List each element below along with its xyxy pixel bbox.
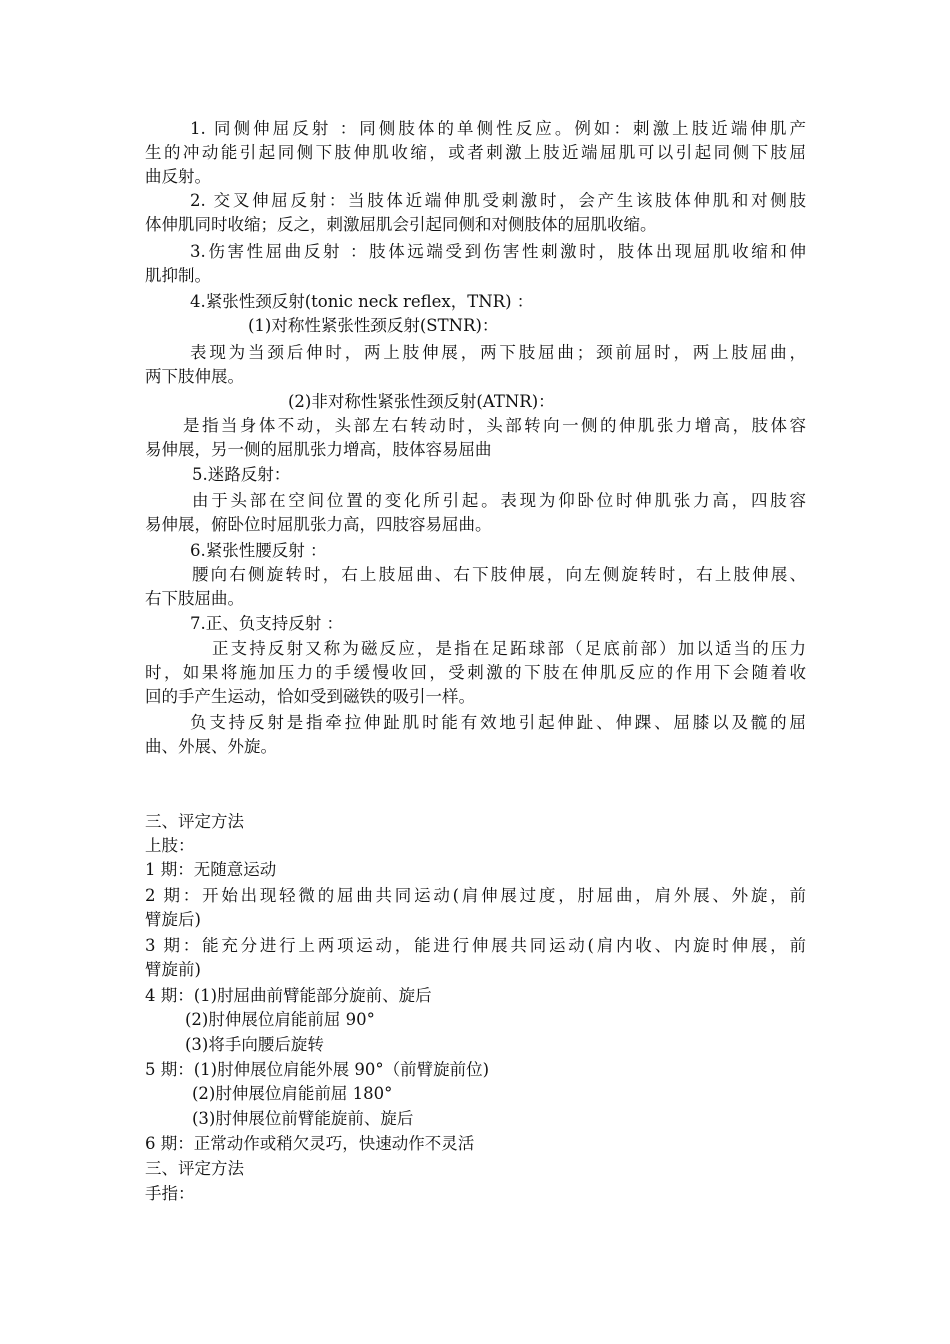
stage-1: 1 期：无随意运动 xyxy=(145,860,277,879)
stage-4-item-2: (2)肘伸展位肩能前屈 90° xyxy=(185,1010,375,1029)
section-title-evaluation: 三、评定方法 xyxy=(145,812,244,831)
stage-5-item-2: (2)肘伸展位肩能前屈 180° xyxy=(192,1084,393,1103)
positive-support-line-2: 时，如果将施加压力的手缓慢收回，受刺激的下肢在伸肌反应的作用下会随着收 xyxy=(145,663,806,682)
reflex-3-line-1: 3.伤害性屈曲反射 ：肢体远端受到伤害性刺激时，肢体出现屈肌收缩和伸 xyxy=(190,242,806,261)
stage-4-item-3: (3)将手向腰后旋转 xyxy=(185,1035,324,1054)
reflex-6-line-1: 腰向右侧旋转时，右上肢屈曲、右下肢伸展，向左侧旋转时，右上肢伸展、 xyxy=(192,565,806,584)
stage-4-item-1: 4 期：(1)肘屈曲前臂能部分旋前、旋后 xyxy=(145,986,432,1005)
reflex-2-line-1: 2. 交叉伸屈反射：当肢体近端伸肌受刺激时，会产生该肢体伸肌和对侧肢 xyxy=(190,191,806,210)
reflex-5-heading: 5.迷路反射： xyxy=(192,465,291,484)
reflex-1-line-3: 曲反射。 xyxy=(145,167,211,186)
reflex-3-line-2: 肌抑制。 xyxy=(145,266,211,285)
stage-5-item-3: (3)肘伸展位前臂能旋前、旋后 xyxy=(192,1109,414,1128)
reflex-6-line-2: 右下肢屈曲。 xyxy=(145,589,244,608)
fingers-label: 手指： xyxy=(145,1184,195,1203)
negative-support-line-1: 负支持反射是指牵拉伸趾肌时能有效地引起伸趾、伸踝、屈膝以及髋的屈 xyxy=(190,713,806,732)
atnr-heading: (2)非对称性紧张性颈反射(ATNR)： xyxy=(288,392,555,411)
stage-3-line-1: 3 期：能充分进行上两项运动，能进行伸展共同运动(肩内收、内旋时伸展，前 xyxy=(145,936,806,955)
atnr-line-2: 易伸展，另一侧的屈肌张力增高，肢体容易屈曲 xyxy=(145,440,492,459)
stnr-heading: (1)对称性紧张性颈反射(STNR)： xyxy=(248,316,499,335)
stage-2-line-1: 2 期：开始出现轻微的屈曲共同运动(肩伸展过度，肘屈曲，肩外展、外旋，前 xyxy=(145,886,806,905)
reflex-7-heading: 7.正、负支持反射 ： xyxy=(190,614,343,633)
positive-support-line-3: 回的手产生运动，恰如受到磁铁的吸引一样。 xyxy=(145,687,475,706)
stage-3-line-2: 臂旋前) xyxy=(145,960,201,979)
reflex-5-line-1: 由于头部在空间位置的变化所引起。表现为仰卧位时伸肌张力高，四肢容 xyxy=(192,491,806,510)
reflex-5-line-2: 易伸展，俯卧位时屈肌张力高，四肢容易屈曲。 xyxy=(145,515,492,534)
reflex-4-heading: 4.紧张性颈反射(tonic neck reflex，TNR) ： xyxy=(190,292,534,311)
reflex-1-line-1: 1. 同侧伸屈反射 ：同侧肢体的单侧性反应。例如：刺激上肢近端伸肌产 xyxy=(190,119,806,138)
section-title-evaluation-2: 三、评定方法 xyxy=(145,1159,244,1178)
stage-2-line-2: 臂旋后) xyxy=(145,910,201,929)
stnr-line-1: 表现为当颈后伸时，两上肢伸展，两下肢屈曲；颈前屈时，两上肢屈曲， xyxy=(190,343,806,362)
upper-limb-label: 上肢： xyxy=(145,836,195,855)
negative-support-line-2: 曲、外展、外旋。 xyxy=(145,737,277,756)
stage-6: 6 期：正常动作或稍欠灵巧，快速动作不灵活 xyxy=(145,1134,475,1153)
reflex-1-line-2: 生的冲动能引起同侧下肢伸肌收缩，或者刺激上肢近端屈肌可以引起同侧下肢屈 xyxy=(145,143,806,162)
reflex-2-line-2: 体伸肌同时收缩；反之，刺激屈肌会引起同侧和对侧肢体的屈肌收缩。 xyxy=(145,215,657,234)
stnr-line-2: 两下肢伸展。 xyxy=(145,367,244,386)
positive-support-line-1: 正支持反射又称为磁反应，是指在足跖球部（足底前部）加以适当的压力 xyxy=(212,639,806,658)
atnr-line-1: 是指当身体不动，头部左右转动时，头部转向一侧的伸肌张力增高，肢体容 xyxy=(183,416,806,435)
stage-5-item-1: 5 期：(1)肘伸展位肩能外展 90°（前臂旋前位) xyxy=(145,1060,490,1079)
reflex-6-heading: 6.紧张性腰反射 ： xyxy=(190,541,327,560)
